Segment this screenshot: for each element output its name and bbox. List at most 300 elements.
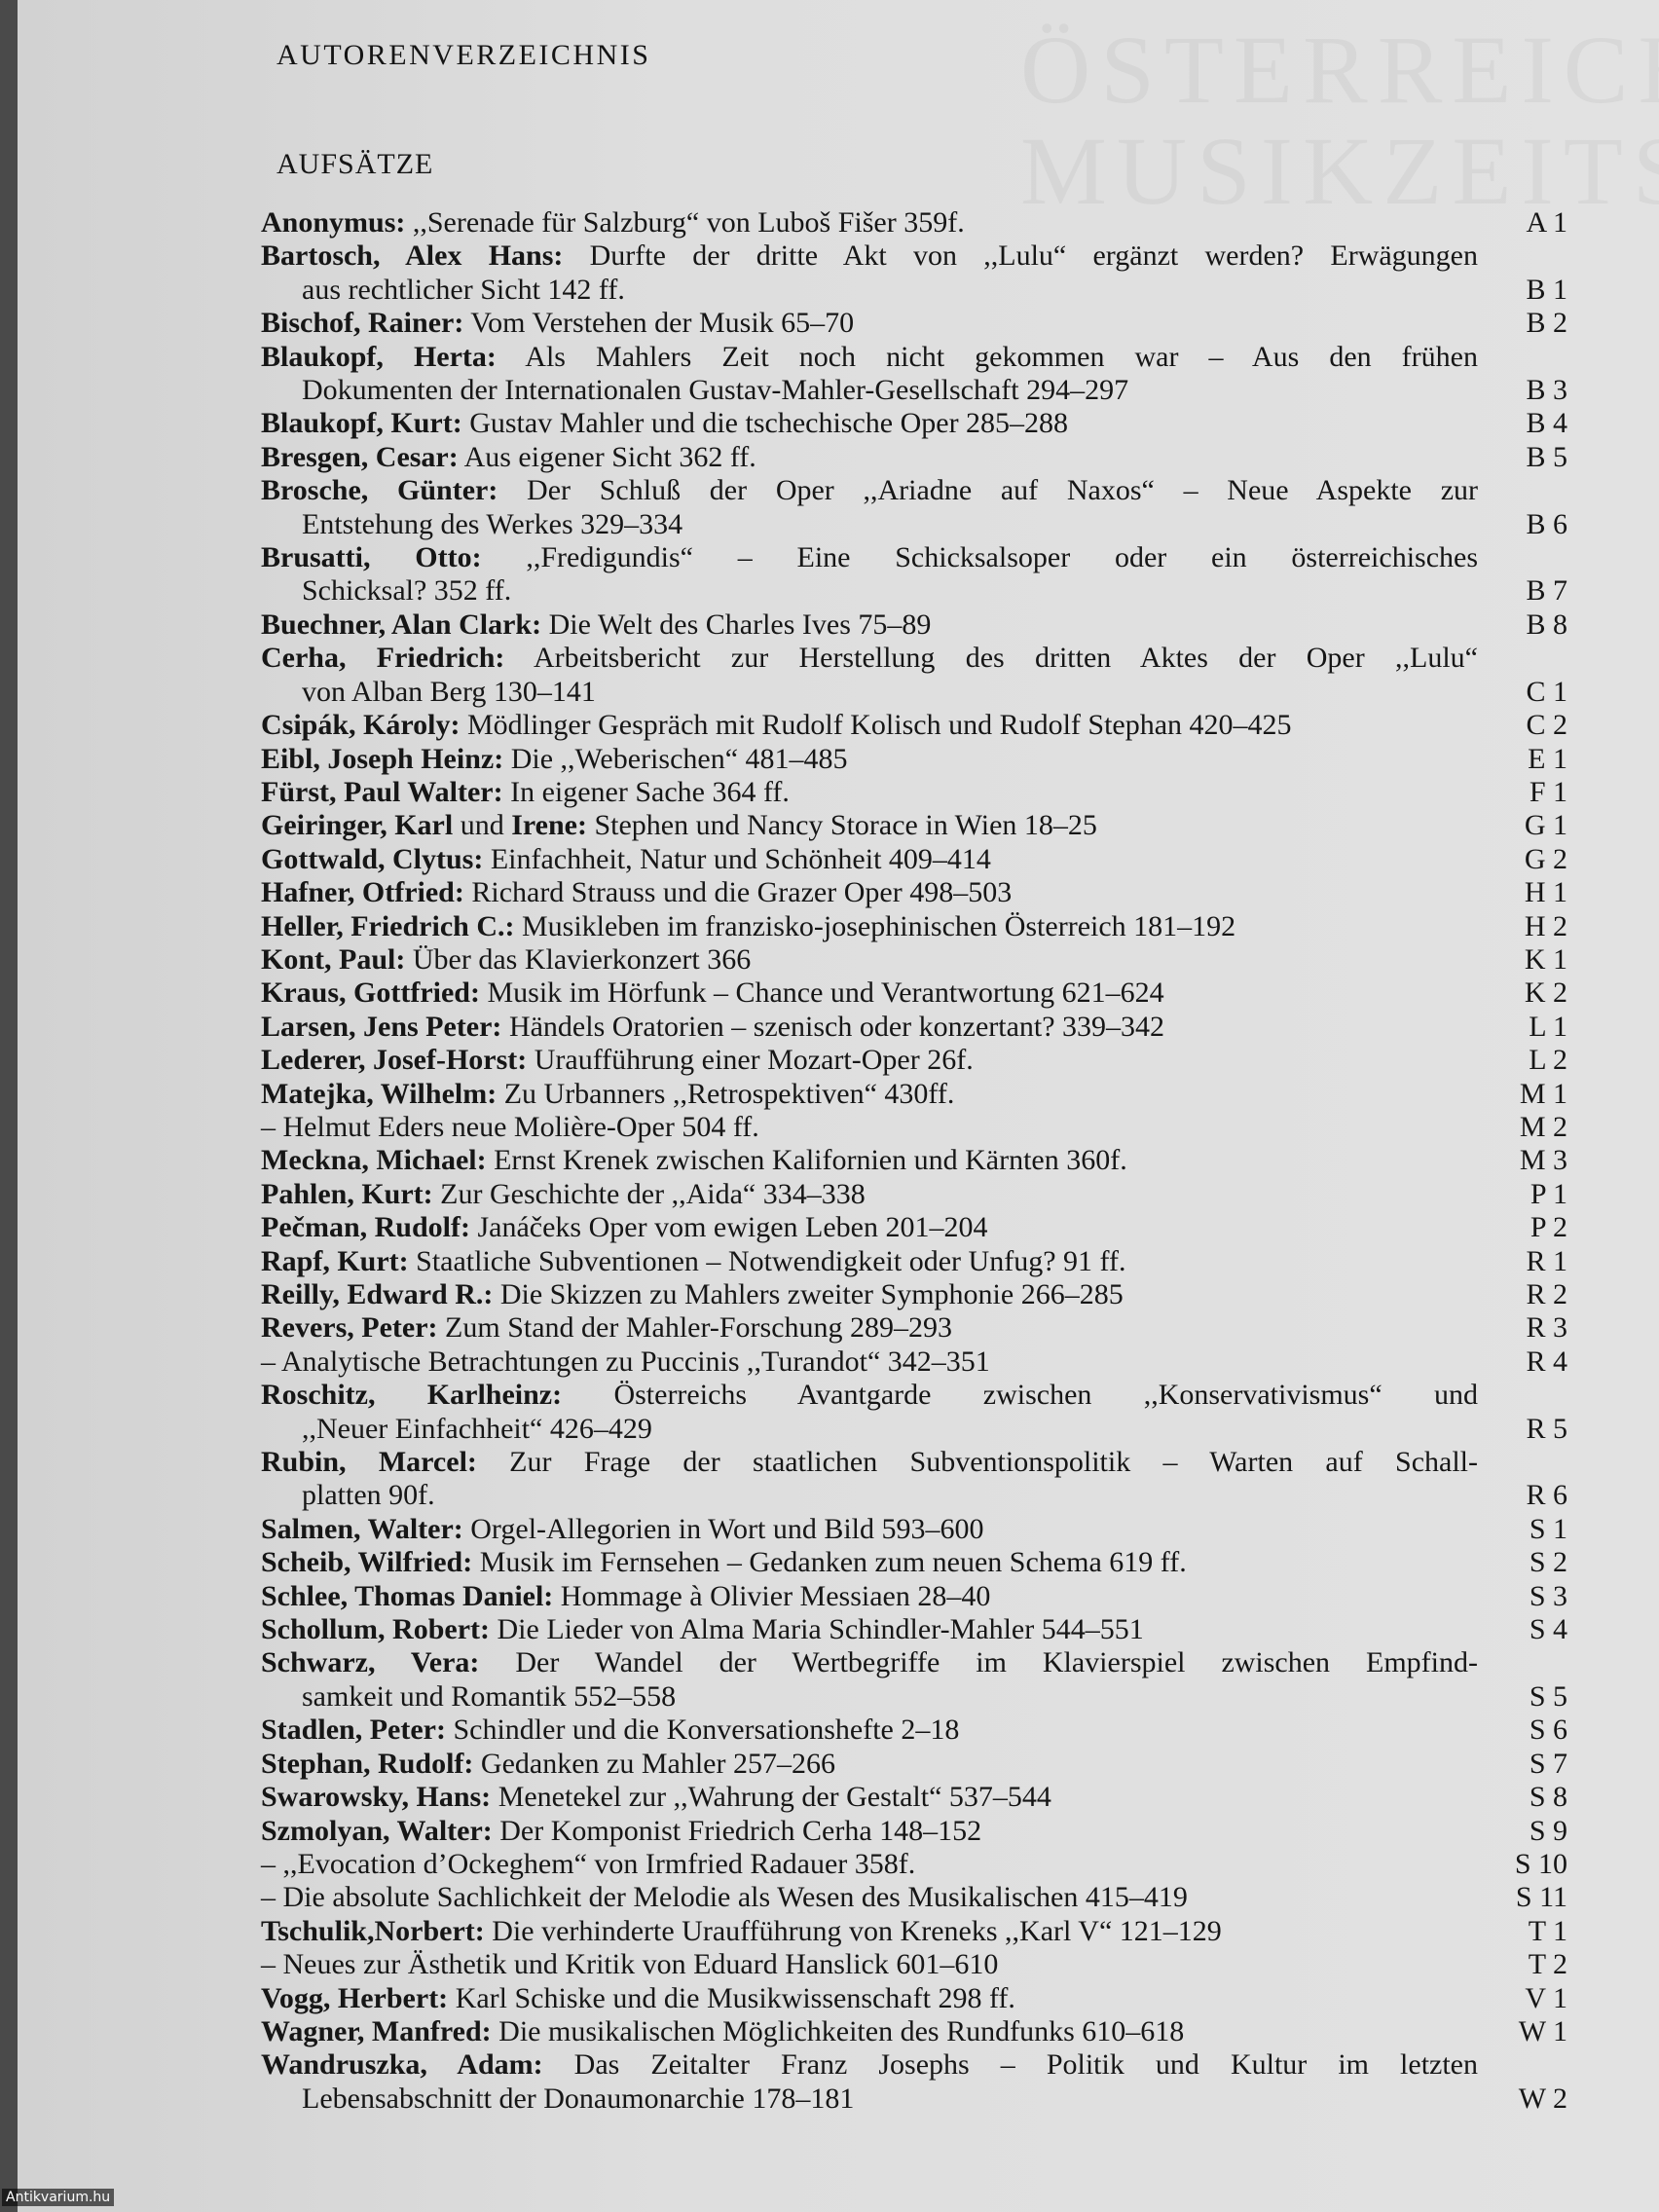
entry-code: B 4 [1526, 407, 1567, 440]
entry-continuation: aus rechtlicher Sicht 142 ff. [302, 273, 625, 306]
page-heading: AUTORENVERZEICHNIS [276, 39, 651, 71]
index-entry [261, 809, 1577, 842]
entry-author: Revers, Peter: [261, 1311, 438, 1345]
index-entry [261, 341, 1577, 408]
entry-title: Orgel-Allegorien in Wort und Bild 593–600 [462, 1512, 984, 1545]
entry-author: Buechner, Alan Clark: [261, 608, 542, 641]
entry-continuation: von Alban Berg 130–141 [302, 675, 596, 708]
entry-code: L 1 [1529, 1010, 1567, 1043]
entry-text [261, 1245, 1478, 1278]
index-entry [261, 1781, 1577, 1814]
entry-first-line [261, 608, 1478, 642]
entry-text [261, 642, 1478, 709]
entry-first-line [261, 709, 1478, 742]
entry-title: Musik im Fernsehen – Gedanken zum neuen Schema 619 ff. [472, 1546, 1187, 1579]
index-entry [261, 709, 1577, 742]
index-entry [261, 1446, 1577, 1513]
entry-text [261, 1513, 1478, 1546]
entry-text [261, 2048, 1478, 2116]
entry-code: S 9 [1529, 1814, 1567, 1847]
entry-code: B 3 [1526, 374, 1567, 407]
entry-title: Die musikalischen Möglichkeiten des Rundfunks 610–618 [491, 2014, 1185, 2047]
entry-first-line [261, 206, 1478, 240]
entry-title: Richard Strauss und die Grazer Oper 498–503 [463, 876, 1013, 909]
show-through-text [1020, 19, 1643, 222]
index-entry [261, 307, 1577, 340]
entry-author: Bartosch, Alex Hans: [261, 240, 564, 273]
entry-text [261, 1178, 1478, 1211]
index-entry [261, 240, 1577, 307]
entry-author: Szmolyan, Walter: [261, 1814, 493, 1847]
entry-author: Meckna, Michael: [261, 1144, 487, 1177]
entry-first-line [261, 743, 1478, 776]
entry-title: Mödlinger Gespräch mit Rudolf Kolisch und Rudolf Stephan 420–425 [460, 709, 1292, 742]
entry-text [261, 1379, 1478, 1446]
entry-code: L 2 [1529, 1044, 1567, 1077]
entry-first-line [261, 407, 1478, 440]
entry-title: Das Zeitalter Franz Josephs – Politik und Kultur im letzten [542, 2048, 1478, 2082]
entry-code: T 2 [1528, 1948, 1567, 1981]
entry-first-line [261, 1011, 1478, 1044]
entry-first-line [261, 240, 1478, 273]
entry-author: Blaukopf, Kurt: [261, 407, 462, 440]
index-entry [261, 1848, 1577, 1881]
entry-code: K 1 [1524, 942, 1567, 976]
index-entry [261, 1144, 1577, 1177]
entry-code: S 6 [1529, 1714, 1567, 1747]
entry-code: H 2 [1524, 909, 1567, 942]
entry-first-line [261, 1346, 1478, 1379]
index-entry [261, 1815, 1577, 1848]
entry-author: Gottwald, Clytus: [261, 842, 484, 875]
entry-text [261, 1848, 1478, 1881]
entry-text [261, 1011, 1478, 1044]
entry-author: Schlee, Thomas Daniel: [261, 1579, 554, 1612]
entry-title: Zur Frage der staatlichen Subventionspolitik – Warten auf Schall- [476, 1446, 1478, 1479]
index-entry [261, 1948, 1577, 1981]
entry-text [261, 977, 1478, 1010]
index-entry [261, 1513, 1577, 1546]
entry-text [261, 1815, 1478, 1848]
entry-code: S 11 [1515, 1881, 1567, 1914]
index-entry [261, 441, 1577, 474]
entry-continuation: platten 90f. [302, 1479, 435, 1512]
entry-title: Zur Geschichte der ,,Aida“ 334–338 [432, 1177, 866, 1210]
index-entry [261, 1646, 1577, 1714]
index-entry [261, 1379, 1577, 1446]
entry-code: R 6 [1526, 1479, 1567, 1512]
entry-title: Als Mahlers Zeit noch nicht gekommen war – Aus den frühen [496, 340, 1478, 373]
entry-first-line [261, 642, 1478, 675]
entry-first-line [261, 776, 1478, 809]
entry-text [261, 1915, 1478, 1948]
index-entry [261, 2015, 1577, 2048]
index-entry [261, 1178, 1577, 1211]
entry-author: Tschulik,Norbert: [261, 1914, 485, 1947]
entry-title: Der Schluß der Oper ,,Ariadne auf Naxos“ – Neue Aspekte zur [498, 474, 1478, 507]
entry-text [261, 910, 1478, 943]
entry-code: G 2 [1524, 842, 1567, 875]
entry-author: Wagner, Manfred: [261, 2014, 492, 2047]
entry-title: Die Skizzen zu Mahlers zweiter Symphonie 266–285 [493, 1278, 1124, 1310]
entry-text [261, 843, 1478, 876]
entry-text [261, 1078, 1478, 1111]
entry-title: ,,Fredigundis“ – Eine Schicksalsoper oder ein österreichisches [481, 541, 1479, 574]
entry-first-line [261, 977, 1478, 1010]
entry-code: W 1 [1518, 2014, 1567, 2047]
entry-title: Staatliche Subventionen – Notwendigkeit oder Unfug? 91 ff. [408, 1244, 1126, 1277]
entry-text [261, 1111, 1478, 1144]
section-heading: AUFSÄTZE [276, 148, 434, 180]
entry-text [261, 943, 1478, 977]
entry-code: B 8 [1526, 608, 1567, 641]
entry-title: Händels Oratorien – szenisch oder konzertant? 339–342 [501, 1010, 1165, 1043]
entry-title: Der Komponist Friedrich Cerha 148–152 [492, 1814, 982, 1847]
entry-author: Schwarz, Vera: [261, 1646, 480, 1679]
entry-first-line [261, 1781, 1478, 1814]
index-entry [261, 1044, 1577, 1077]
index-entry [261, 206, 1577, 240]
entry-text [261, 709, 1478, 742]
entry-code: K 2 [1524, 977, 1567, 1010]
entry-author: Fürst, Paul Walter: [261, 775, 503, 808]
entry-code: S 8 [1529, 1781, 1567, 1814]
entry-title: Ernst Krenek zwischen Kalifornien und Kärnten 360f. [486, 1144, 1127, 1177]
entry-code: E 1 [1528, 742, 1567, 775]
entry-code: P 2 [1530, 1211, 1567, 1244]
entry-first-line [261, 1982, 1478, 2015]
entry-author: Kraus, Gottfried: [261, 977, 480, 1010]
entry-first-line [261, 474, 1478, 507]
entry-text [261, 341, 1478, 408]
entry-author: Eibl, Joseph Heinz: [261, 742, 504, 775]
author-index-list [261, 206, 1577, 2116]
entry-first-line [261, 1915, 1478, 1948]
entry-code: R 2 [1526, 1278, 1567, 1310]
entry-code: R 4 [1526, 1345, 1567, 1378]
entry-first-line [261, 1078, 1478, 1111]
entry-continuation: Dokumenten der Internationalen Gustav-Mahler-Gesellschaft 294–297 [302, 374, 1129, 407]
entry-code: S 3 [1529, 1579, 1567, 1612]
entry-author: Irene: [511, 809, 587, 842]
entry-text [261, 2015, 1478, 2048]
entry-title: Gedanken zu Mahler 257–266 [473, 1747, 835, 1780]
entry-first-line [261, 1311, 1478, 1345]
entry-title: Die Welt des Charles Ives 75–89 [541, 608, 932, 641]
index-entry [261, 1580, 1577, 1613]
entry-continuation: Schicksal? 352 ff. [302, 574, 512, 608]
entry-first-line [261, 876, 1478, 909]
entry-author: Rubin, Marcel: [261, 1446, 477, 1479]
entry-code: R 5 [1526, 1412, 1567, 1445]
entry-author: Csipák, Károly: [261, 709, 461, 742]
index-entry [261, 1714, 1577, 1747]
index-entry [261, 1881, 1577, 1914]
entry-title: Stephen und Nancy Storace in Wien 18–25 [586, 809, 1097, 842]
index-entry [261, 743, 1577, 776]
entry-text [261, 1714, 1478, 1747]
entry-first-line [261, 1580, 1478, 1613]
index-entry [261, 1613, 1577, 1646]
entry-first-line [261, 1815, 1478, 1848]
entry-code: S 10 [1514, 1847, 1567, 1880]
entry-title: Hommage à Olivier Messiaen 28–40 [553, 1579, 991, 1612]
entry-author: Stephan, Rudolf: [261, 1747, 474, 1780]
entry-author: Roschitz, Karlheinz: [261, 1379, 563, 1412]
entry-author: Heller, Friedrich C.: [261, 909, 515, 942]
entry-text [261, 1211, 1478, 1244]
index-entry [261, 943, 1577, 977]
entry-text [261, 776, 1478, 809]
entry-author: Schollum, Robert: [261, 1613, 490, 1646]
entry-first-line [261, 441, 1478, 474]
entry-first-line [261, 843, 1478, 876]
index-entry [261, 1346, 1577, 1379]
entry-first-line [261, 1211, 1478, 1244]
entry-code: B 7 [1526, 574, 1567, 608]
entry-title: Zu Urbanners ,,Retrospektiven“ 430ff. [497, 1077, 955, 1110]
entry-first-line [261, 1546, 1478, 1579]
index-entry [261, 407, 1577, 440]
entry-title: Zum Stand der Mahler-Forschung 289–293 [437, 1311, 953, 1345]
entry-author: Brosche, Günter: [261, 474, 498, 507]
entry-author: Vogg, Herbert: [261, 1981, 449, 2014]
entry-title: Einfachheit, Natur und Schönheit 409–414 [483, 842, 991, 875]
entry-code: S 2 [1529, 1546, 1567, 1579]
entry-title: und [453, 809, 512, 842]
entry-author: Lederer, Josef-Horst: [261, 1044, 528, 1077]
entry-author: Blaukopf, Herta: [261, 340, 497, 373]
entry-title: Österreichs Avantgarde zwischen ,,Konservativismus“ und [562, 1379, 1478, 1412]
entry-code: H 1 [1524, 876, 1567, 909]
entry-title: Vom Verstehen der Musik 65–70 [463, 307, 855, 340]
entry-first-line [261, 1646, 1478, 1679]
entry-code: C 1 [1526, 675, 1567, 708]
entry-text [261, 608, 1478, 642]
index-entry [261, 1078, 1577, 1111]
entry-title: – ,,Evocation d’Ockeghem“ von Irmfried Radauer 358f. [261, 1847, 916, 1880]
index-entry [261, 910, 1577, 943]
entry-title: Der Wandel der Wertbegriffe im Klavierspiel zwischen Empfind- [479, 1646, 1478, 1679]
entry-text [261, 474, 1478, 541]
entry-text [261, 1144, 1478, 1177]
entry-author: Matejka, Wilhelm: [261, 1077, 498, 1110]
entry-first-line [261, 910, 1478, 943]
index-entry [261, 541, 1577, 608]
entry-code: M 1 [1519, 1077, 1567, 1110]
entry-title: In eigener Sache 364 ff. [502, 775, 790, 808]
entry-first-line [261, 943, 1478, 977]
entry-first-line [261, 1948, 1478, 1981]
entry-author: Brusatti, Otto: [261, 541, 482, 574]
entry-author: Bresgen, Cesar: [261, 440, 459, 473]
entry-author: Bischof, Rainer: [261, 307, 464, 340]
entry-title: Die ,,Weberischen“ 481–485 [503, 742, 848, 775]
index-entry [261, 1211, 1577, 1244]
entry-text [261, 206, 1478, 240]
entry-first-line [261, 1178, 1478, 1211]
entry-title: Karl Schiske und die Musikwissenschaft 298 ff. [448, 1981, 1015, 2014]
entry-code: T 1 [1528, 1914, 1567, 1947]
entry-title: Aus eigener Sicht 362 ff. [458, 440, 756, 473]
entry-first-line [261, 1881, 1478, 1914]
entry-text [261, 1580, 1478, 1613]
entry-code: F 1 [1529, 775, 1567, 808]
entry-first-line [261, 307, 1478, 340]
entry-first-line [261, 2048, 1478, 2082]
entry-first-line [261, 1613, 1478, 1646]
entry-author: Anonymus: [261, 206, 406, 239]
index-entry [261, 1278, 1577, 1311]
entry-title: Janáčeks Oper vom ewigen Leben 201–204 [469, 1211, 988, 1244]
entry-text [261, 1748, 1478, 1781]
entry-text [261, 240, 1478, 307]
entry-code: W 2 [1518, 2082, 1567, 2115]
entry-first-line [261, 1848, 1478, 1881]
entry-author: Cerha, Friedrich: [261, 642, 505, 675]
entry-title: Musik im Hörfunk – Chance und Verantwortung 621–624 [479, 977, 1164, 1010]
entry-title: Durfte der dritte Akt von ,,Lulu“ ergänzt werden? Erwägungen [563, 240, 1478, 273]
entry-title: – Die absolute Sachlichkeit der Melodie als Wesen des Musikalischen 415–419 [261, 1881, 1188, 1914]
entry-text [261, 1446, 1478, 1513]
entry-text [261, 1948, 1478, 1981]
entry-text [261, 1982, 1478, 2015]
index-entry [261, 1982, 1577, 2015]
entry-title: Die verhinderte Uraufführung von Kreneks ,,Karl V“ 121–129 [484, 1914, 1222, 1947]
entry-code: B 2 [1526, 307, 1567, 340]
entry-code: B 5 [1526, 440, 1567, 473]
entry-author: Salmen, Walter: [261, 1512, 463, 1545]
entry-author: Geiringer, Karl [261, 809, 454, 842]
entry-first-line [261, 1748, 1478, 1781]
entry-text [261, 541, 1478, 608]
entry-text [261, 809, 1478, 842]
entry-title: Musikleben im franzisko-josephinischen Österreich 181–192 [514, 909, 1236, 942]
entry-author: Pahlen, Kurt: [261, 1177, 433, 1210]
book-page [18, 0, 1659, 2212]
entry-code: C 2 [1526, 709, 1567, 742]
entry-code: M 3 [1519, 1144, 1567, 1177]
entry-author: Stadlen, Peter: [261, 1714, 446, 1747]
entry-continuation: samkeit und Romantik 552–558 [302, 1679, 677, 1713]
entry-text [261, 1613, 1478, 1646]
index-entry [261, 1748, 1577, 1781]
entry-author: Pečman, Rudolf: [261, 1211, 470, 1244]
entry-text [261, 1311, 1478, 1345]
watermark: Antikvarium.hu [2, 2189, 114, 2206]
entry-first-line [261, 809, 1478, 842]
entry-code: R 3 [1526, 1311, 1567, 1345]
entry-title: Die Lieder von Alma Maria Schindler-Mahler 544–551 [490, 1613, 1144, 1646]
entry-code: R 1 [1526, 1244, 1567, 1277]
entry-text [261, 743, 1478, 776]
entry-first-line [261, 1044, 1478, 1077]
entry-code: S 1 [1529, 1512, 1567, 1545]
entry-text [261, 876, 1478, 909]
entry-text [261, 1278, 1478, 1311]
entry-code: M 2 [1519, 1110, 1567, 1143]
entry-continuation: Entstehung des Werkes 329–334 [302, 507, 683, 540]
index-entry [261, 474, 1577, 541]
entry-title: Über das Klavierkonzert 366 [405, 942, 752, 976]
entry-first-line [261, 1111, 1478, 1144]
entry-code: G 1 [1524, 809, 1567, 842]
entry-title: Schindler und die Konversationshefte 2–18 [445, 1714, 960, 1747]
entry-text [261, 1546, 1478, 1579]
index-entry [261, 642, 1577, 709]
entry-title: – Analytische Betrachtungen zu Puccinis ,,Turandot“ 342–351 [261, 1345, 990, 1378]
entry-code: S 7 [1529, 1747, 1567, 1780]
entry-text [261, 1044, 1478, 1077]
entry-author: Reilly, Edward R.: [261, 1278, 494, 1310]
entry-text [261, 441, 1478, 474]
index-entry [261, 608, 1577, 642]
entry-continuation: ,,Neuer Einfachheit“ 426–429 [302, 1412, 652, 1445]
entry-first-line [261, 1714, 1478, 1747]
entry-title: Arbeitsbericht zur Herstellung des dritten Aktes der Oper ,,Lulu“ [504, 642, 1478, 675]
entry-first-line [261, 1245, 1478, 1278]
index-entry [261, 977, 1577, 1010]
entry-first-line [261, 1446, 1478, 1479]
entry-author: Hafner, Otfried: [261, 876, 464, 909]
index-entry [261, 1111, 1577, 1144]
entry-code: V 1 [1525, 1981, 1567, 2014]
index-entry [261, 1245, 1577, 1278]
entry-author: Rapf, Kurt: [261, 1244, 409, 1277]
entry-title: Menetekel zur ,,Wahrung der Gestalt“ 537–544 [491, 1781, 1051, 1814]
index-entry [261, 776, 1577, 809]
index-entry [261, 1311, 1577, 1345]
entry-first-line [261, 1278, 1478, 1311]
entry-code: A 1 [1526, 206, 1567, 239]
entry-title: – Helmut Eders neue Molière-Oper 504 ff. [261, 1110, 759, 1143]
entry-text [261, 1646, 1478, 1714]
entry-author: Kont, Paul: [261, 942, 406, 976]
entry-first-line [261, 541, 1478, 574]
entry-author: Scheib, Wilfried: [261, 1546, 473, 1579]
index-entry [261, 843, 1577, 876]
entry-first-line [261, 1144, 1478, 1177]
entry-author: Larsen, Jens Peter: [261, 1010, 502, 1043]
entry-first-line [261, 1513, 1478, 1546]
entry-title: Gustav Mahler und die tschechische Oper 285–288 [461, 407, 1069, 440]
entry-first-line [261, 341, 1478, 374]
index-entry [261, 1011, 1577, 1044]
entry-text [261, 1881, 1478, 1914]
entry-first-line [261, 1379, 1478, 1412]
entry-title: Uraufführung einer Mozart-Oper 26f. [527, 1044, 974, 1077]
entry-code: S 4 [1529, 1613, 1567, 1646]
entry-author: Wandruszka, Adam: [261, 2048, 543, 2082]
entry-code: S 5 [1529, 1679, 1567, 1713]
index-entry [261, 1915, 1577, 1948]
entry-code: B 1 [1526, 273, 1567, 306]
entry-text [261, 1346, 1478, 1379]
entry-text [261, 407, 1478, 440]
entry-author: Swarowsky, Hans: [261, 1781, 492, 1814]
index-entry [261, 876, 1577, 909]
entry-title: – Neues zur Ästhetik und Kritik von Eduard Hanslick 601–610 [261, 1948, 999, 1981]
entry-text [261, 307, 1478, 340]
index-entry [261, 1546, 1577, 1579]
index-entry [261, 2048, 1577, 2116]
entry-code: B 6 [1526, 507, 1567, 540]
entry-continuation: Lebensabschnitt der Donaumonarchie 178–181 [302, 2082, 855, 2115]
entry-first-line [261, 2015, 1478, 2048]
entry-title: ,,Serenade für Salzburg“ von Luboš Fišer 359f. [405, 206, 965, 239]
entry-code: P 1 [1530, 1177, 1567, 1210]
entry-text [261, 1781, 1478, 1814]
